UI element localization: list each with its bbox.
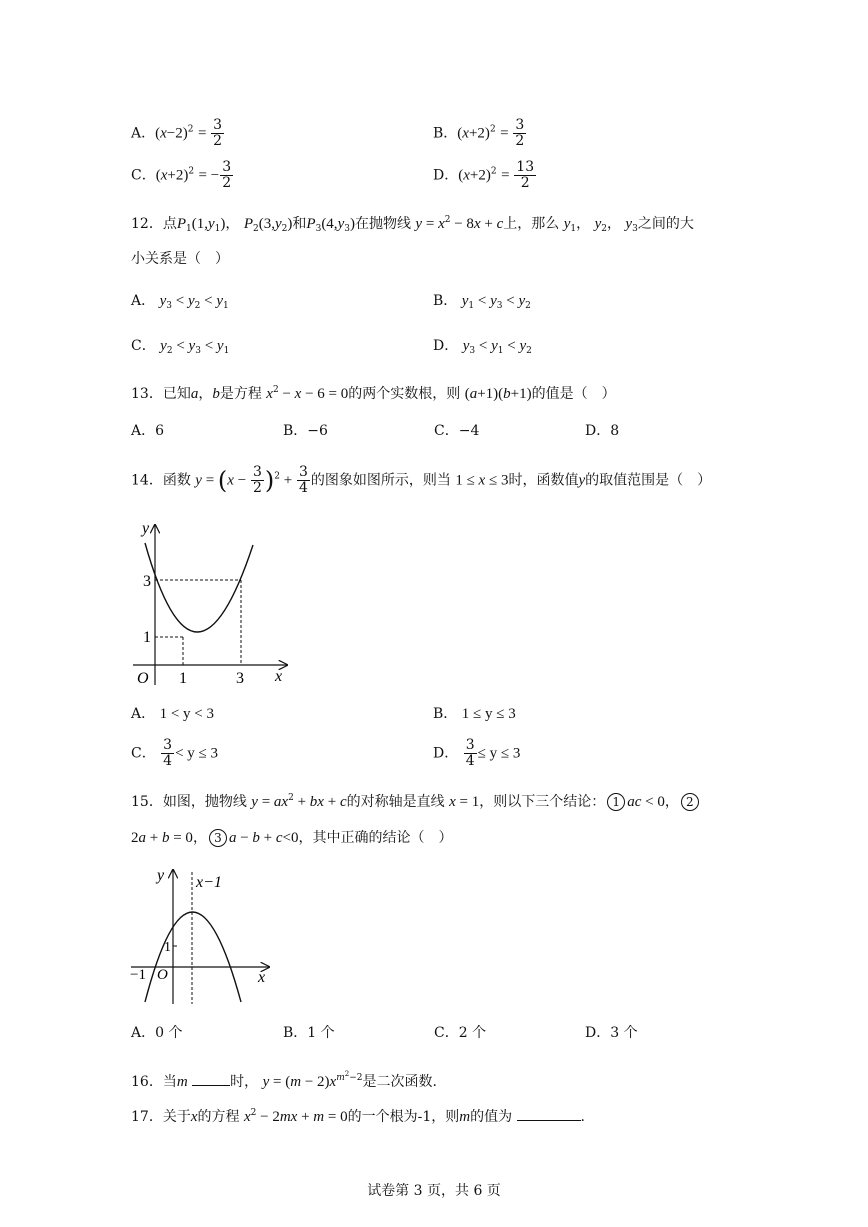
q11-option-d: D．$(x+2)^2$ = $\frac{13}{2}$: [433, 159, 535, 191]
parabola-curve: [145, 912, 241, 1002]
q15-option-d: D．3 个: [585, 1025, 638, 1041]
q15-stem: 15．如图，抛物线 $y = ax^2$ + bx + c的对称轴是直线 x = 1，则以下三个结论： 1 ac < 0， 2: [131, 788, 701, 812]
y-axis-label: y: [142, 520, 150, 537]
q12-option-d: D． $y_3 < y_1 < y_2$: [433, 338, 532, 356]
q11-option-b: B．$(x+2)^2$ = $\frac{3}{2}$: [433, 117, 525, 149]
parabola-curve: [145, 543, 253, 632]
y-tick-1: 1: [164, 940, 171, 955]
q12-option-b: B． $y_1 < y_3 < y_2$: [433, 293, 531, 311]
q13-option-a: A．6: [131, 423, 165, 439]
origin-label: O: [137, 670, 149, 687]
q12-option-c: C． $y_2 < y_3 < y_1$: [131, 338, 230, 356]
q15-option-b: B．1 个: [283, 1025, 335, 1041]
q14-stem: 14．函数 y = (x − $\frac{3}{2}$ )$^2$ + $\frac{3}{4}$ 的图象如图所示，则当 1 ≤ x ≤ 3时，函数值y的取值范围是（ ）: [131, 464, 712, 496]
q13-stem: 13．已知a，b是方程 $x^2 - x - 6 = 0$的两个实数根，则 (a+1)(b+1)的值是（ ）: [131, 385, 616, 402]
q14-parabola-graph: [125, 515, 295, 690]
q13-option-b: B．−6: [283, 423, 328, 439]
q14-option-c: C． $\frac{3}{4}$ < y ≤ 3: [131, 737, 219, 769]
q14-option-d: D． $\frac{3}{4}$ ≤ y ≤ 3: [433, 737, 521, 769]
q11-option-c: C．$(x+2)^2$ = − $\frac{3}{2}$: [131, 159, 232, 191]
q12-stem: 12．点$P_1(1,y_1)$， $P_2(3,y_2)$和$P_3(4,y_3)$在抛物线 $y = x^2 - 8x + c$上，那么 $y_1$， $y_2$， $y_3$之间的大: [131, 215, 694, 234]
q15-stem-line2: 2a + b = 0， 3 a − b + c<0，其中正确的结论（ ）: [131, 830, 453, 846]
y-tick-1: 1: [143, 629, 151, 646]
x-axis-label: x: [258, 969, 266, 986]
y-tick-3: 3: [143, 573, 151, 590]
symmetry-axis-label: x−1: [196, 874, 222, 891]
q14-option-a: A． 1 < y < 3: [131, 706, 214, 722]
q17-answer-blank[interactable]: [517, 1106, 581, 1121]
q15-parabola-graph: [125, 862, 275, 1007]
q17-stem: 17．关于x的方程 $x^2 - 2mx + m = 0$的一个根为-1，则m的值为 .: [131, 1108, 585, 1125]
q14-option-b: B． 1 ≤ y ≤ 3: [433, 706, 516, 722]
q16-answer-blank[interactable]: [192, 1071, 230, 1086]
origin-label: O: [157, 967, 168, 983]
q15-option-a: A．0 个: [131, 1025, 183, 1041]
q12-stem-line2: 小关系是（ ）: [131, 251, 229, 267]
q13-option-d: D．8: [585, 423, 620, 439]
x-tick-1: 1: [179, 670, 187, 687]
page-footer: 试卷第 3 页，共 6 页: [367, 1183, 501, 1199]
x-axis-label: x: [275, 668, 283, 685]
x-tick-3: 3: [236, 670, 244, 687]
q16-stem: 16．当m 时， $y = (m - 2)x^{m^2-2}$是二次函数.: [131, 1070, 437, 1090]
y-axis-label: y: [157, 867, 165, 884]
q12-option-a: A． $y_3 < y_2 < y_1$: [131, 293, 229, 311]
x-tick-minus-1: −1: [130, 967, 146, 983]
q11-option-a: A．$(x-2)^2$ = $\frac{3}{2}$: [131, 117, 223, 149]
q13-option-c: C．−4: [434, 423, 480, 439]
q15-option-c: C．2 个: [434, 1025, 487, 1041]
